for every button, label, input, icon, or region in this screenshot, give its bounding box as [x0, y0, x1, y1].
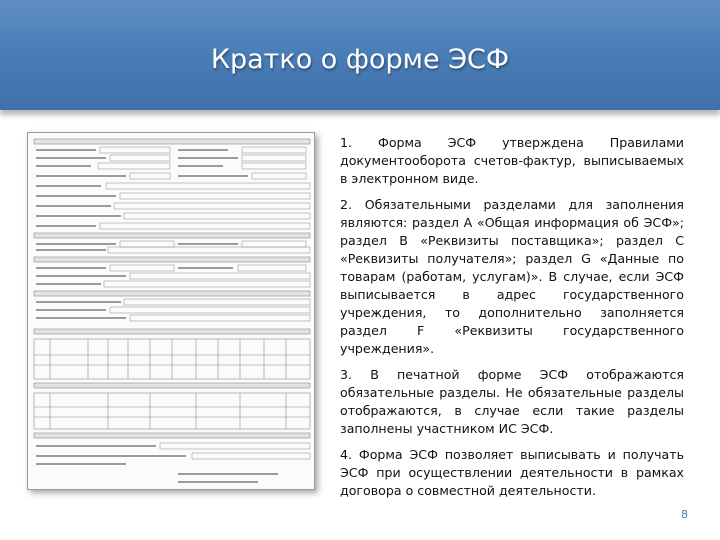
body-text — [340, 134, 684, 508]
paragraph-3: 3. В печатной форме ЭСФ отображаются обязательные разделы. Не обязательные разделы отображаются, в случае если такие разделы заполнены участником ИС ЭСФ. — [340, 367, 684, 436]
title-bar — [0, 0, 720, 110]
paragraph-1: 1. Форма ЭСФ утверждена Правилами документооборота счетов-фактур, выписываемых в электронном виде. — [340, 135, 684, 186]
page-number: 8 — [681, 508, 688, 521]
esf-form-thumbnail — [27, 132, 315, 490]
slide-title: Кратко о форме ЭСФ — [210, 44, 510, 75]
paragraph-4: 4. Форма ЭСФ позволяет выписывать и получать ЭСФ при осуществлении деятельности в рамках договора о совместной деятельности. — [340, 447, 684, 498]
paragraph-2: 2. Обязательными разделами для заполнения являются: раздел А «Общая информация об ЭСФ»; раздел В «Реквизиты поставщика»; раздел С «Реквизиты получателя»; раздел G «Данные по товарам (работам, услугам)». В случае, если ЭСФ выписывается в адрес государственного учреждения, то дополнительно заполняется раздел F «Реквизиты государственного учреждения». — [340, 197, 684, 356]
